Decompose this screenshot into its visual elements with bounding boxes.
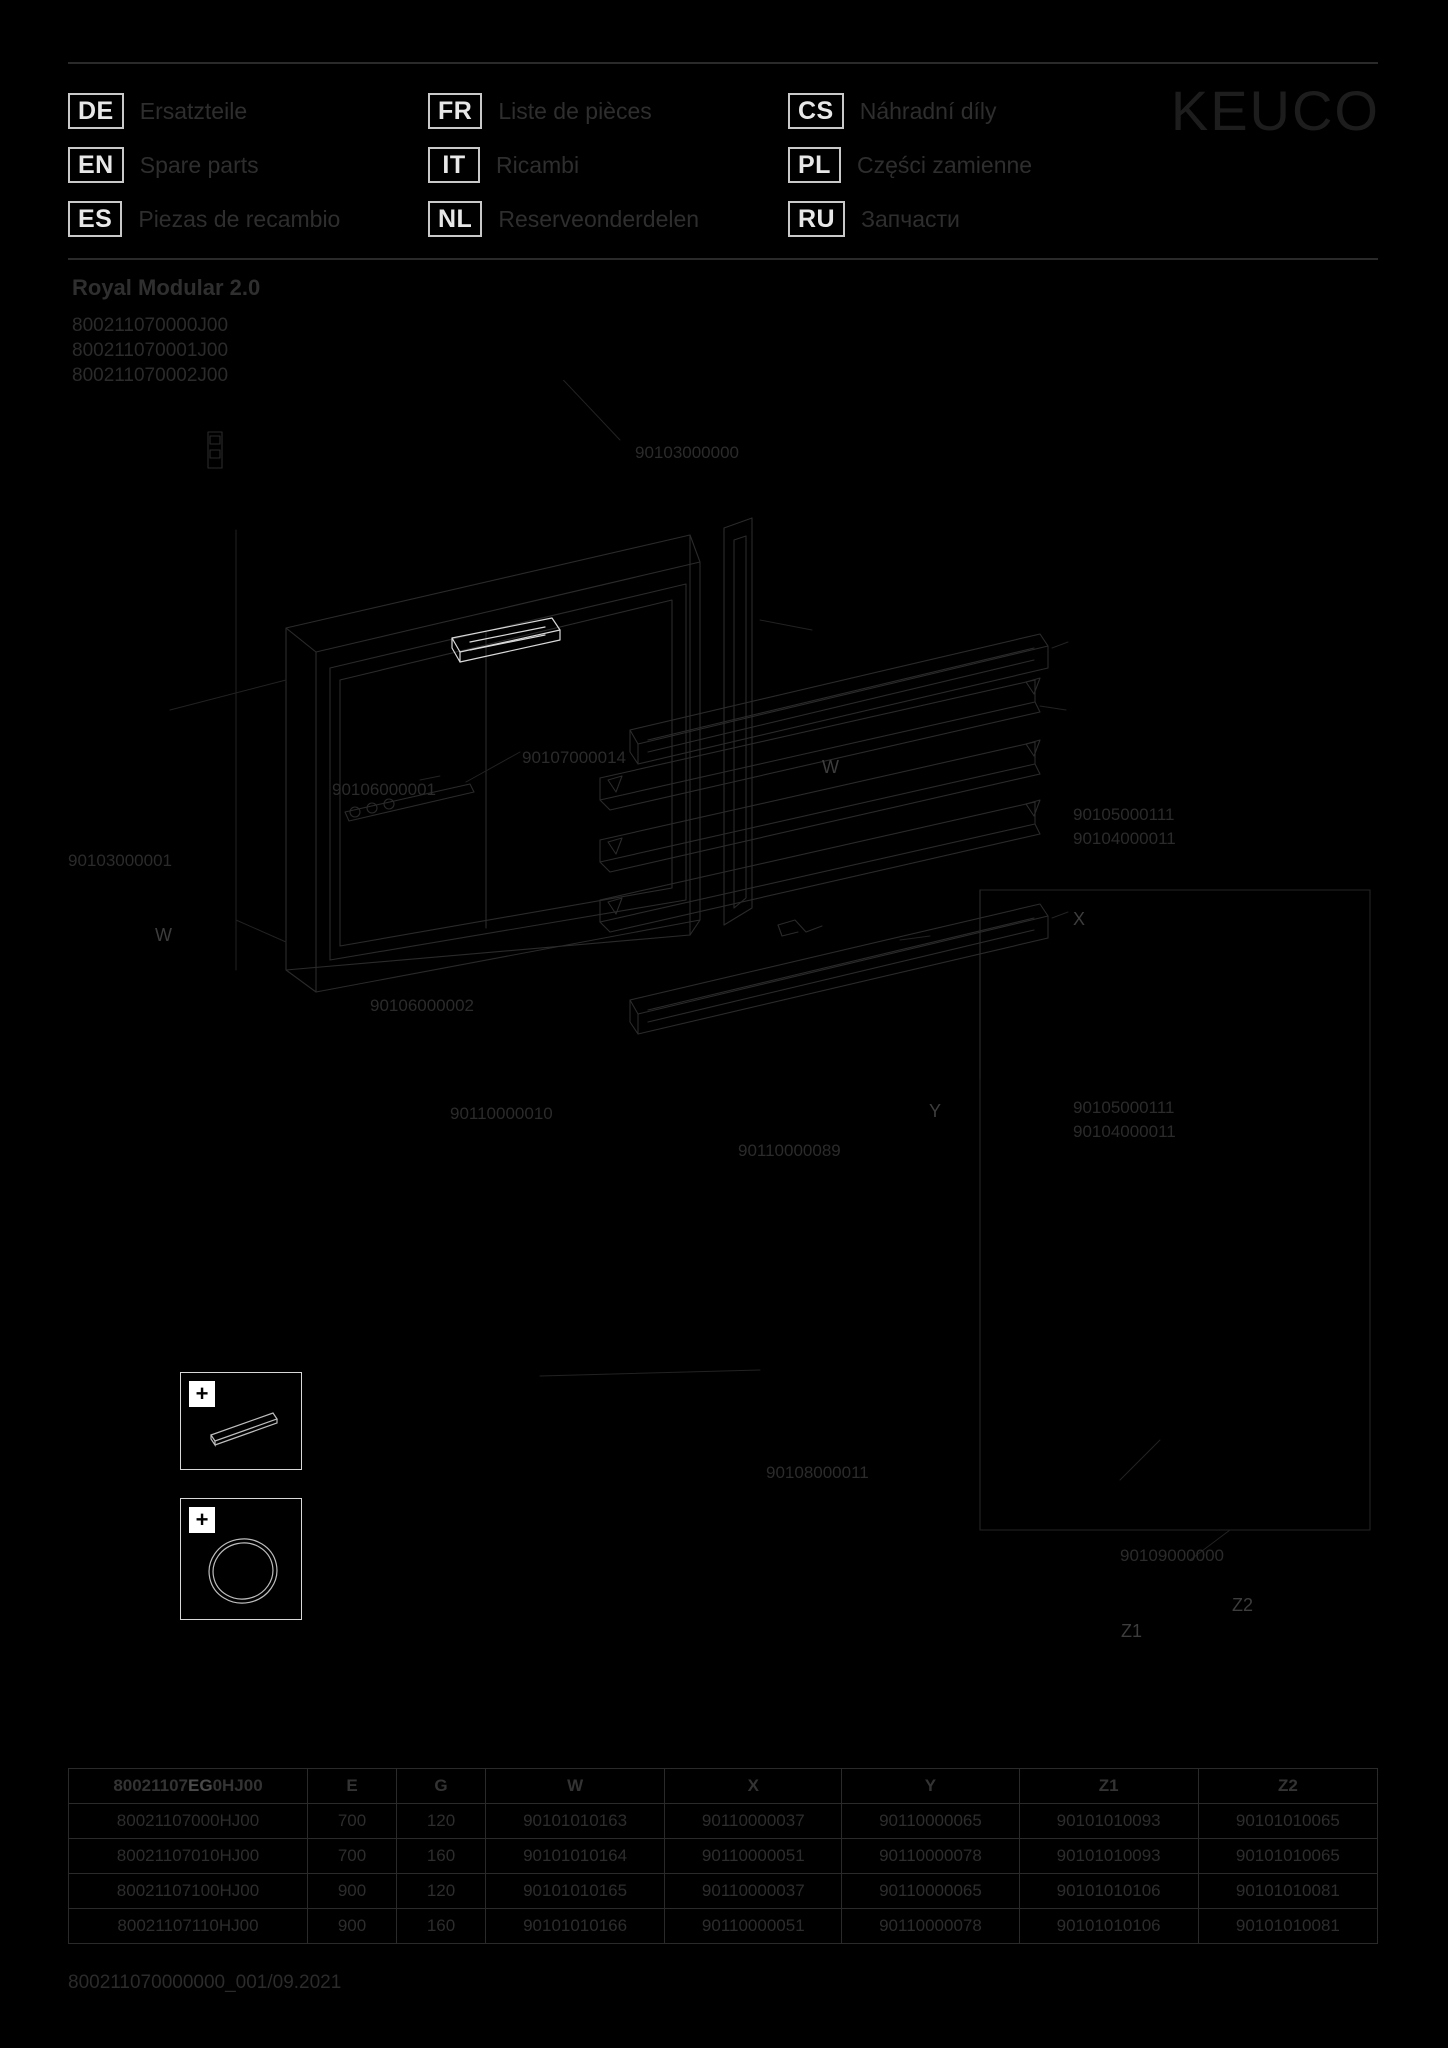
- exploded-diagram-svg: [0, 380, 1448, 1680]
- language-label-nl: Reserveonderdelen: [498, 205, 700, 232]
- language-code-es: ES: [68, 201, 122, 237]
- dimension-letter-z1: Z1: [1121, 1621, 1143, 1641]
- part-rail-y-lower: [630, 904, 1048, 1034]
- cell-g: 160: [397, 1909, 486, 1944]
- dimension-letter-w-left: W: [155, 925, 172, 945]
- cell-x: 90110000037: [665, 1874, 842, 1909]
- header-divider-bottom: [68, 258, 1378, 260]
- dimension-letter-x: X: [1073, 909, 1086, 929]
- language-label-de: Ersatzteile: [139, 97, 248, 124]
- language-entry-pl: [788, 147, 1158, 183]
- dimension-letter-z2: Z2: [1232, 1595, 1254, 1615]
- language-entry-cs: [788, 93, 1158, 129]
- cell-y: 90110000078: [842, 1909, 1019, 1944]
- language-code-pl: PL: [788, 147, 841, 183]
- product-code-list: [72, 313, 228, 388]
- cell-w: 90101010166: [486, 1909, 665, 1944]
- cell-g: 160: [397, 1839, 486, 1874]
- part-number-label: 90105000111: [1073, 1098, 1175, 1117]
- label-leaders: [420, 380, 760, 1376]
- part-number-label: 90107000014: [522, 748, 627, 767]
- detail-box-led: [180, 1372, 302, 1470]
- part-number-label: 90110000089: [738, 1141, 841, 1160]
- cell-z2: 90101010065: [1198, 1804, 1377, 1839]
- cell-z1: 90101010106: [1019, 1874, 1198, 1909]
- product-code: 800211070000J00: [72, 315, 229, 336]
- table-row: [69, 1804, 1378, 1839]
- part-number-label: 90106000002: [370, 996, 475, 1015]
- table-row: [69, 1839, 1378, 1874]
- language-label-en: Spare parts: [139, 151, 259, 178]
- language-label-it: Ricambi: [496, 151, 580, 178]
- language-entry-ru: [788, 201, 1158, 237]
- language-label-cs: Náhradní díly: [859, 97, 997, 124]
- language-label-ru: Запчасти: [861, 205, 960, 232]
- part-hinge-left: [208, 432, 222, 468]
- cell-g: 120: [397, 1804, 486, 1839]
- table-header-row: [69, 1769, 1378, 1804]
- cell-w: 90101010163: [486, 1804, 665, 1839]
- cell-model: 80021107010HJ00: [69, 1839, 308, 1874]
- part-number-label: 90110000010: [450, 1104, 553, 1123]
- cell-y: 90110000078: [842, 1839, 1019, 1874]
- language-entry-es: [68, 201, 428, 237]
- cell-y: 90110000065: [842, 1804, 1019, 1839]
- language-label-fr: Liste de pièces: [498, 97, 652, 124]
- part-clip-detail: [778, 920, 822, 936]
- cell-y: 90110000065: [842, 1874, 1019, 1909]
- column-header-model-suffix: 0HJ00: [212, 1776, 263, 1795]
- part-number-label: 90108000011: [766, 1463, 869, 1482]
- part-door-leaf: [724, 518, 752, 925]
- language-code-it: IT: [428, 147, 480, 183]
- cell-e: 700: [308, 1839, 397, 1874]
- plus-icon: +: [189, 1381, 215, 1407]
- language-code-de: DE: [68, 93, 124, 129]
- part-panel-mid-2: [600, 742, 1040, 872]
- language-entry-de: [68, 93, 428, 129]
- language-legend: [68, 84, 1158, 246]
- cell-model: 80021107000HJ00: [69, 1804, 308, 1839]
- part-number-label: 90106000001: [332, 780, 437, 799]
- language-label-es: Piezas de recambio: [138, 205, 341, 232]
- column-header-e: E: [308, 1769, 397, 1804]
- column-header-y: Y: [842, 1769, 1019, 1804]
- cell-z2: 90101010065: [1198, 1839, 1377, 1874]
- language-code-cs: CS: [788, 93, 844, 129]
- cell-x: 90110000051: [665, 1839, 842, 1874]
- part-number-label: 90109000000: [1120, 1546, 1225, 1565]
- language-code-en: EN: [68, 147, 124, 183]
- part-number-label: 90103000000: [635, 443, 740, 462]
- cell-e: 900: [308, 1874, 397, 1909]
- part-mirror-door: [980, 890, 1370, 1530]
- cell-g: 120: [397, 1874, 486, 1909]
- cell-w: 90101010165: [486, 1874, 665, 1909]
- cell-w: 90101010164: [486, 1839, 665, 1874]
- language-code-ru: RU: [788, 201, 845, 237]
- language-entry-fr: [428, 93, 788, 129]
- plus-icon: +: [189, 1507, 215, 1533]
- part-number-label: 90105000111: [1073, 805, 1175, 824]
- cell-z2: 90101010081: [1198, 1874, 1377, 1909]
- column-header-z1: Z1: [1019, 1769, 1198, 1804]
- part-number-label: 90103000001: [68, 851, 173, 870]
- column-header-model-variable: EG: [188, 1776, 213, 1795]
- product-code: 800211070002J00: [72, 365, 229, 386]
- column-header-model: [69, 1769, 308, 1804]
- column-header-z2: Z2: [1198, 1769, 1377, 1804]
- document-code: 800211070000000_001/09.2021: [68, 1972, 342, 1993]
- variant-table: [68, 1768, 1378, 1944]
- language-code-fr: FR: [428, 93, 482, 129]
- table-row: [69, 1909, 1378, 1944]
- language-entry-en: [68, 147, 428, 183]
- language-code-nl: NL: [428, 201, 482, 237]
- cell-e: 900: [308, 1909, 397, 1944]
- part-rail-x-upper: [630, 634, 1048, 764]
- column-header-x: X: [665, 1769, 842, 1804]
- cell-x: 90110000051: [665, 1909, 842, 1944]
- column-header-g: G: [397, 1769, 486, 1804]
- column-header-model-prefix: 80021107: [113, 1776, 189, 1795]
- cell-model: 80021107100HJ00: [69, 1874, 308, 1909]
- cell-x: 90110000037: [665, 1804, 842, 1839]
- language-entry-nl: [428, 201, 788, 237]
- header-divider-top: [68, 62, 1378, 64]
- part-number-label: 90104000011: [1073, 1122, 1176, 1141]
- column-header-w: W: [486, 1769, 665, 1804]
- dimension-letter-w-right: W: [822, 757, 839, 777]
- product-code: 800211070001J00: [72, 340, 229, 361]
- part-panel-mid-3: [600, 802, 1040, 932]
- dimension-letter-y: Y: [929, 1101, 942, 1121]
- detail-box-ring: [180, 1498, 302, 1620]
- product-title: Royal Modular 2.0: [72, 275, 261, 300]
- language-entry-it: [428, 147, 788, 183]
- cell-z1: 90101010093: [1019, 1804, 1198, 1839]
- part-number-label: 90104000011: [1073, 829, 1176, 848]
- exploded-diagram: [0, 380, 1448, 1680]
- cell-z1: 90101010093: [1019, 1839, 1198, 1874]
- language-label-pl: Części zamienne: [856, 151, 1033, 178]
- brand-logo: KEUCO: [1170, 79, 1380, 142]
- cell-z2: 90101010081: [1198, 1909, 1377, 1944]
- table-row: [69, 1874, 1378, 1909]
- cell-model: 80021107110HJ00: [69, 1909, 308, 1944]
- cell-z1: 90101010106: [1019, 1909, 1198, 1944]
- cell-e: 700: [308, 1804, 397, 1839]
